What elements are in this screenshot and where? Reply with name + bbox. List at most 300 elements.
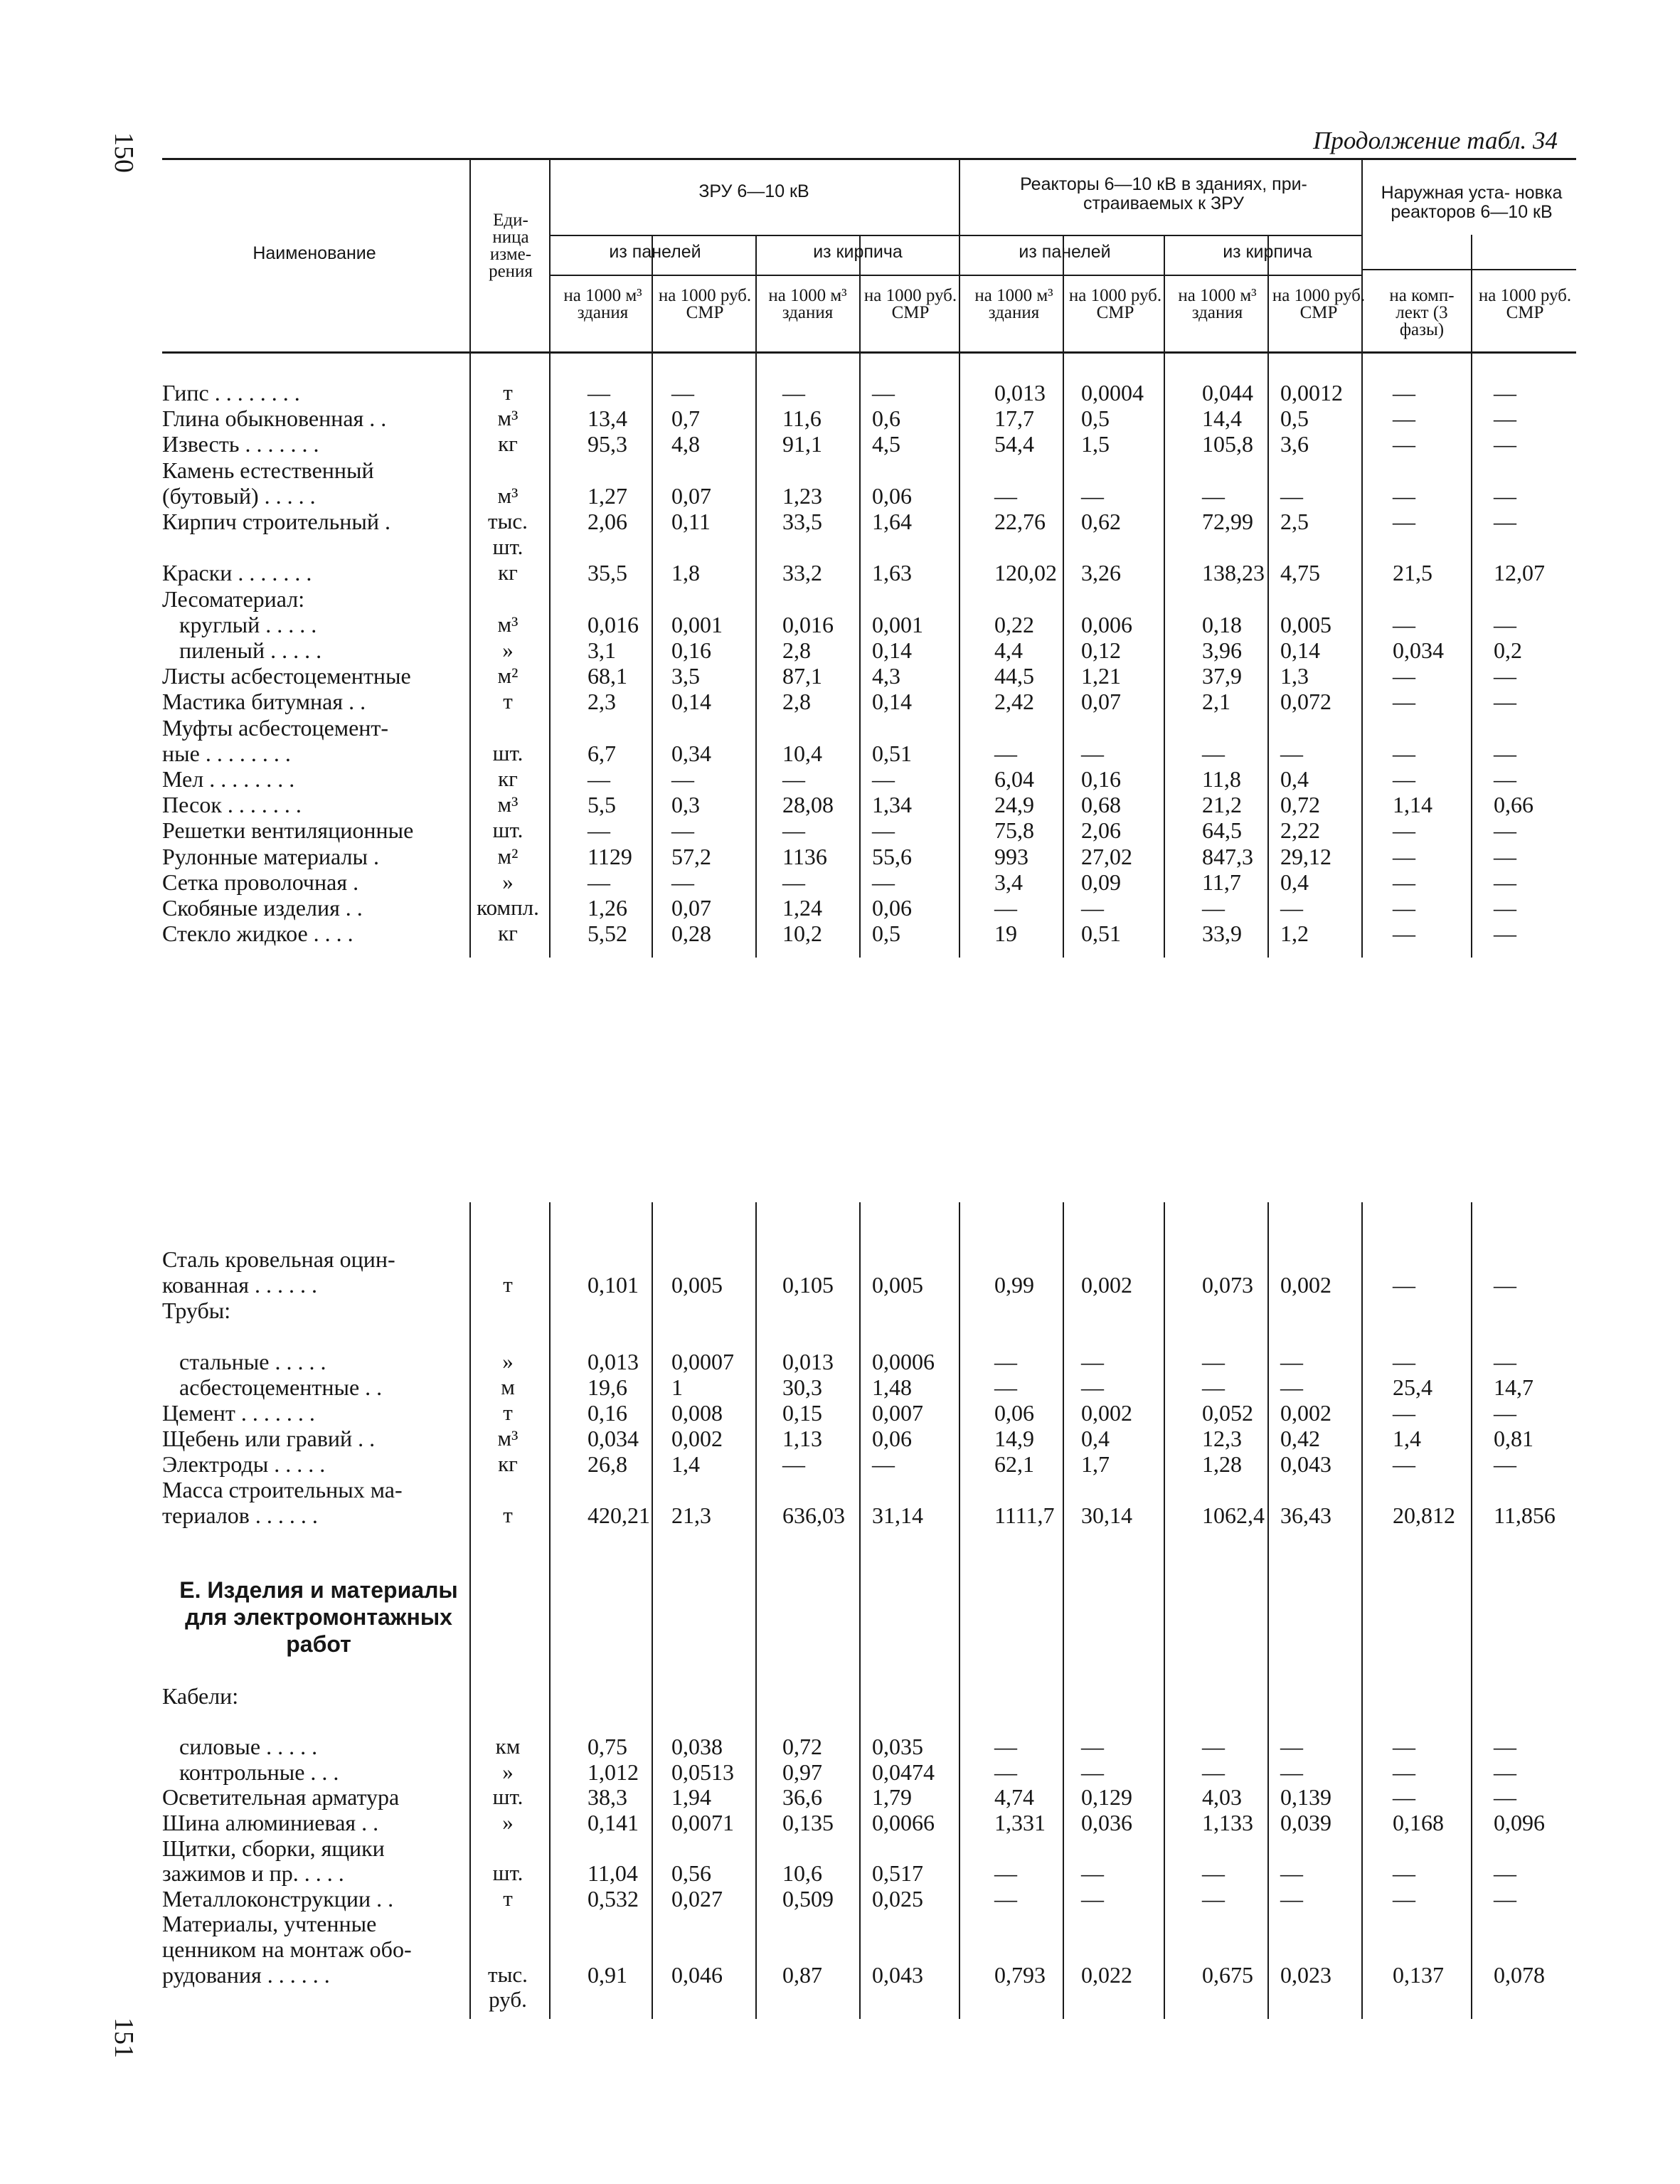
cell-col-2: — (671, 869, 694, 895)
group-divider-1 (469, 158, 471, 958)
cell-col-1: — (588, 817, 610, 844)
row-unit: т (503, 380, 513, 405)
cell-col-4: 0,005 (872, 1272, 923, 1298)
cell-col-10: — (1494, 1759, 1516, 1785)
row-unit: м³ (497, 792, 519, 817)
cell-col-6: 0,62 (1081, 509, 1121, 534)
cell-col-9: — (1393, 895, 1415, 921)
cell-col-8: — (1280, 1374, 1303, 1400)
cell-col-6: 0,002 (1081, 1272, 1132, 1298)
cell-col-10: — (1494, 405, 1516, 432)
cell-col-2: 0,56 (671, 1860, 711, 1887)
cell-col-8: 3,6 (1280, 431, 1309, 457)
cell-col-4: 0,06 (872, 482, 912, 509)
row-unit: шт. (492, 1784, 523, 1810)
cell-col-8: — (1280, 895, 1303, 921)
cell-col-6: 0,07 (1081, 689, 1121, 715)
cell-col-7: — (1202, 740, 1225, 766)
cell-col-3: 1,13 (782, 1426, 822, 1451)
cell-col-9: — (1393, 663, 1415, 689)
cell-col-4: 0,0474 (872, 1759, 935, 1785)
cell-col-9: — (1393, 689, 1415, 715)
cell-col-7: 37,9 (1202, 663, 1242, 689)
row-name: Сталь кровельная оцин- (162, 1246, 395, 1272)
cell-col-7: — (1202, 1860, 1225, 1887)
cell-col-8: 2,5 (1280, 509, 1309, 534)
cell-col-6: 0,5 (1081, 405, 1110, 432)
row-name: ценником на монтаж обо- (162, 1936, 412, 1962)
cell-col-2: 0,001 (671, 611, 723, 637)
row-name: Трубы: (162, 1298, 231, 1323)
cell-col-8: 0,42 (1280, 1426, 1320, 1451)
cell-col-3: — (782, 766, 805, 792)
cell-col-10: 0,2 (1494, 637, 1522, 663)
row-name: Кирпич строительный . (162, 509, 391, 534)
header-bottom-rule (162, 351, 1576, 354)
cell-col-1: 1,26 (588, 895, 627, 921)
cell-col-10: — (1494, 895, 1516, 921)
cell-col-2: 0,28 (671, 921, 711, 947)
cell-col-8: — (1280, 740, 1303, 766)
row-name: асбестоцементные . . (162, 1374, 383, 1400)
cell-col-1: 0,16 (588, 1400, 627, 1426)
cell-col-9: — (1393, 482, 1415, 509)
cell-col-4: 0,14 (872, 637, 912, 663)
cell-col-7: — (1202, 1349, 1225, 1374)
cell-col-7: 64,5 (1202, 817, 1242, 844)
cell-col-10: — (1494, 817, 1516, 844)
row-name: круглый . . . . . (162, 611, 317, 637)
cell-col-6: — (1081, 1349, 1104, 1374)
lower-col-divider-10 (1361, 1202, 1363, 2019)
lower-col-divider-7 (1063, 1202, 1064, 2019)
cell-col-8: 36,43 (1280, 1502, 1331, 1528)
column-header-2: на 1000 руб. СМР (658, 286, 752, 322)
cell-col-1: — (588, 766, 610, 792)
cell-col-2: — (671, 766, 694, 792)
cell-col-5: 1111,7 (994, 1502, 1055, 1528)
cell-col-10: — (1494, 1272, 1516, 1298)
cell-col-1: — (588, 869, 610, 895)
cell-col-5: 0,06 (994, 1400, 1034, 1426)
cell-col-3: — (782, 1451, 805, 1477)
group-divider-4 (1361, 158, 1363, 958)
cell-col-3: 87,1 (782, 663, 822, 689)
row-name: Краски . . . . . . . (162, 560, 312, 586)
cell-col-4: 1,79 (872, 1784, 912, 1811)
cell-col-9: — (1393, 921, 1415, 947)
cell-col-7: 2,1 (1202, 689, 1230, 715)
cell-col-4: — (872, 380, 895, 405)
cell-col-4: 4,5 (872, 431, 900, 457)
row-name: Стекло жидкое . . . . (162, 921, 353, 947)
row-name: Цемент . . . . . . . (162, 1400, 315, 1426)
cell-col-4: 0,06 (872, 895, 912, 921)
cell-col-2: 0,34 (671, 740, 711, 766)
lower-col-divider-2 (549, 1202, 551, 2019)
row-unit: шт. (492, 1860, 523, 1886)
row-name: рудования . . . . . . (162, 1961, 330, 1988)
cell-col-2: 0,005 (671, 1272, 723, 1298)
cell-col-2: 0,11 (671, 509, 711, 534)
cell-col-5: 993 (994, 843, 1028, 869)
cell-col-8: 1,2 (1280, 921, 1309, 947)
cell-col-9: — (1393, 380, 1415, 405)
cell-col-3: 33,5 (782, 509, 822, 534)
cell-col-7: 0,675 (1202, 1961, 1253, 1988)
cell-col-6: 1,5 (1081, 431, 1110, 457)
cell-col-2: 0,008 (671, 1400, 723, 1426)
header-group-zru: ЗРУ 6—10 кВ (698, 181, 809, 201)
row-unit: кг (498, 921, 518, 946)
header-sub-react-brick: из кирпича (1223, 242, 1312, 262)
row-unit: км (495, 1734, 521, 1759)
cell-col-2: 0,16 (671, 637, 711, 663)
cell-col-9: 1,4 (1393, 1426, 1421, 1451)
table-caption: Продолжение табл. 34 (1313, 127, 1558, 154)
cell-col-5: 54,4 (994, 431, 1034, 457)
cell-col-7: 4,03 (1202, 1784, 1242, 1811)
cell-col-10: — (1494, 431, 1516, 457)
cell-col-10: — (1494, 611, 1516, 637)
cell-col-1: 19,6 (588, 1374, 627, 1400)
cell-col-9: — (1393, 869, 1415, 895)
subgroup-bottom-rule (549, 275, 1361, 276)
cell-col-8: 1,3 (1280, 663, 1309, 689)
row-name: Решетки вентиляционные (162, 817, 414, 844)
cell-col-6: — (1081, 1734, 1104, 1760)
cell-col-1: 0,141 (588, 1810, 639, 1835)
row-unit: » (502, 1810, 514, 1835)
cell-col-3: — (782, 817, 805, 844)
lower-col-divider-4 (755, 1202, 757, 2019)
row-unit: кг (498, 1451, 518, 1476)
section-title: Е. Изделия и материалы для электромонтажных работ (179, 1577, 458, 1657)
cell-col-5: 0,013 (994, 380, 1046, 405)
column-header-1: на 1000 м³ здания (563, 286, 642, 322)
cell-col-7: 0,073 (1202, 1272, 1253, 1298)
cell-col-10: 0,096 (1494, 1810, 1545, 1835)
row-name: Масса строительных ма- (162, 1477, 403, 1502)
cell-col-2: 21,3 (671, 1502, 711, 1528)
row-name: Мел . . . . . . . . (162, 766, 295, 792)
cell-col-6: 0,51 (1081, 921, 1121, 947)
column-header-6: на 1000 руб. СМР (1068, 286, 1162, 322)
cell-col-6: 0,002 (1081, 1400, 1132, 1426)
cell-col-10: — (1494, 1734, 1516, 1760)
cell-col-6: 30,14 (1081, 1502, 1132, 1528)
cell-col-5: 6,04 (994, 766, 1034, 792)
cell-col-10: — (1494, 843, 1516, 869)
row-unit: шт. (492, 817, 523, 843)
cell-col-7: 33,9 (1202, 921, 1242, 947)
cell-col-10: — (1494, 1400, 1516, 1426)
cell-col-3: 2,8 (782, 689, 811, 715)
cell-col-10: — (1494, 380, 1516, 405)
cell-col-1: 38,3 (588, 1784, 627, 1811)
cell-col-6: 0,129 (1081, 1784, 1132, 1811)
cell-col-4: 0,6 (872, 405, 900, 432)
row-unit: т (503, 1502, 513, 1527)
group-divider-3 (959, 158, 960, 958)
row-unit: т (503, 1400, 513, 1425)
column-header-10: на 1000 руб. СМР (1478, 286, 1572, 322)
row-name: Известь . . . . . . . (162, 431, 319, 457)
cell-col-1: 1129 (588, 843, 632, 869)
cell-col-3: 636,03 (782, 1502, 845, 1528)
cell-col-6: 0,036 (1081, 1810, 1132, 1835)
cell-col-8: 0,072 (1280, 689, 1331, 715)
row-name: Металлоконструкции . . (162, 1885, 394, 1912)
cell-col-5: — (994, 1885, 1017, 1912)
row-unit: м³ (497, 1426, 519, 1451)
cell-col-4: 31,14 (872, 1502, 923, 1528)
cell-col-7: 72,99 (1202, 509, 1253, 534)
cell-col-7: 105,8 (1202, 431, 1253, 457)
cell-col-7: 11,8 (1202, 766, 1241, 792)
cell-col-3: 28,08 (782, 792, 834, 818)
row-unit: шт. (492, 534, 523, 560)
cell-col-2: 0,3 (671, 792, 700, 818)
cell-col-8: — (1280, 1349, 1303, 1374)
cell-col-3: 1,23 (782, 482, 822, 509)
cell-col-6: 0,006 (1081, 611, 1132, 637)
row-name: Рулонные материалы . (162, 843, 379, 869)
cell-col-8: 0,4 (1280, 766, 1309, 792)
cell-col-7: — (1202, 895, 1225, 921)
col-divider-3 (859, 275, 861, 958)
row-unit: м³ (497, 482, 519, 508)
cell-col-1: 5,52 (588, 921, 627, 947)
cell-col-8: — (1280, 482, 1303, 509)
cell-col-3: 10,4 (782, 740, 822, 766)
cell-col-2: 0,027 (671, 1885, 723, 1912)
cell-col-5: 44,5 (994, 663, 1034, 689)
cell-col-9: — (1393, 740, 1415, 766)
cell-col-2: 0,0071 (671, 1810, 734, 1835)
col-divider-1 (652, 275, 653, 958)
header-sub-react-panels: из панелей (1019, 242, 1111, 262)
cell-col-10: — (1494, 766, 1516, 792)
row-name: Щебень или гравий . . (162, 1426, 376, 1451)
cell-col-9: — (1393, 431, 1415, 457)
column-header-9: на комп- лект (3 фазы) (1389, 286, 1455, 339)
cell-col-9: — (1393, 843, 1415, 869)
row-unit: » (502, 1349, 514, 1374)
cell-col-7: 11,7 (1202, 869, 1241, 895)
group-divider-2 (549, 158, 551, 958)
row-unit: » (502, 637, 514, 662)
column-header-8: на 1000 руб. СМР (1272, 286, 1366, 322)
cell-col-1: 95,3 (588, 431, 627, 457)
row-name: силовые . . . . . (162, 1734, 318, 1760)
row-unit: кг (498, 560, 518, 585)
cell-col-9: — (1393, 611, 1415, 637)
cell-col-6: — (1081, 740, 1104, 766)
cell-col-4: 55,6 (872, 843, 912, 869)
cell-col-9: 20,812 (1393, 1502, 1455, 1528)
cell-col-6: — (1081, 1759, 1104, 1785)
cell-col-10: — (1494, 1349, 1516, 1374)
cell-col-7: — (1202, 482, 1225, 509)
cell-col-7: 14,4 (1202, 405, 1242, 432)
cell-col-2: 0,038 (671, 1734, 723, 1760)
cell-col-3: 1,24 (782, 895, 822, 921)
cell-col-6: — (1081, 895, 1104, 921)
row-name: Камень естественный (162, 457, 374, 483)
col-divider-6 (1267, 275, 1269, 958)
cell-col-9: — (1393, 1734, 1415, 1760)
cell-col-3: 0,72 (782, 1734, 822, 1760)
cell-col-9: — (1393, 1759, 1415, 1785)
row-name: контрольные . . . (162, 1759, 339, 1785)
cell-col-5: 17,7 (994, 405, 1034, 432)
cell-col-5: 14,9 (994, 1426, 1034, 1451)
cell-col-5: 0,22 (994, 611, 1034, 637)
cell-col-9: — (1393, 1451, 1415, 1477)
cell-col-7: 3,96 (1202, 637, 1242, 663)
cell-col-4: — (872, 766, 895, 792)
cell-col-1: 420,21 (588, 1502, 650, 1528)
cell-col-8: 0,039 (1280, 1810, 1331, 1835)
cell-col-6: — (1081, 1860, 1104, 1887)
cell-col-5: — (994, 895, 1017, 921)
cell-col-4: 0,14 (872, 689, 912, 715)
cell-col-6: — (1081, 1374, 1104, 1400)
subgroup-divider-2 (755, 235, 757, 275)
cell-col-3: 2,8 (782, 637, 811, 663)
lower-col-divider-11 (1471, 1202, 1472, 2019)
cell-col-10: — (1494, 482, 1516, 509)
cell-col-6: 0,12 (1081, 637, 1121, 663)
cell-col-4: 0,51 (872, 740, 912, 766)
cell-col-8: 0,002 (1280, 1400, 1331, 1426)
cell-col-8: — (1280, 1885, 1303, 1912)
cell-col-3: 0,016 (782, 611, 834, 637)
cell-col-1: 0,013 (588, 1349, 639, 1374)
header-name: Наименование (252, 243, 376, 263)
cell-col-6: — (1081, 1885, 1104, 1912)
cell-col-3: 0,87 (782, 1961, 822, 1988)
row-name: Песок . . . . . . . (162, 792, 302, 818)
cell-col-5: 1,331 (994, 1810, 1046, 1835)
cell-col-4: 0,0066 (872, 1810, 935, 1835)
cell-col-1: 0,532 (588, 1885, 639, 1912)
row-name: пиленый . . . . . (162, 637, 322, 663)
cell-col-10: — (1494, 1451, 1516, 1477)
cell-col-1: 5,5 (588, 792, 616, 818)
cell-col-7: 1,28 (1202, 1451, 1242, 1477)
cell-col-10: — (1494, 663, 1516, 689)
cell-col-10: — (1494, 869, 1516, 895)
row-name: Лесоматериал: (162, 585, 305, 612)
header-sub-zru-brick: из кирпича (813, 242, 903, 262)
cell-col-10: — (1494, 1885, 1516, 1912)
cell-col-3: 1136 (782, 843, 827, 869)
cell-col-5: 24,9 (994, 792, 1034, 818)
cell-col-2: 1,4 (671, 1451, 700, 1477)
cell-col-5: — (994, 1349, 1017, 1374)
cell-col-10: 0,81 (1494, 1426, 1533, 1451)
table-top-rule (162, 158, 1576, 160)
cell-col-1: 0,016 (588, 611, 639, 637)
cell-col-8: 4,75 (1280, 560, 1320, 586)
cell-col-10: — (1494, 1860, 1516, 1887)
lower-col-divider-3 (652, 1202, 653, 2019)
cell-col-4: — (872, 869, 895, 895)
cell-col-7: 21,2 (1202, 792, 1242, 818)
cell-col-7: — (1202, 1734, 1225, 1760)
cell-col-9: — (1393, 405, 1415, 432)
cell-col-8: 0,023 (1280, 1961, 1331, 1988)
cell-col-9: 21,5 (1393, 560, 1432, 586)
row-name: Осветительная арматура (162, 1784, 400, 1811)
cell-col-9: 1,14 (1393, 792, 1432, 818)
cell-col-5: — (994, 1374, 1017, 1400)
row-name: Электроды . . . . . (162, 1451, 326, 1477)
cell-col-5: 0,99 (994, 1272, 1034, 1298)
cell-col-7: — (1202, 1759, 1225, 1785)
cell-col-9: — (1393, 1349, 1415, 1374)
cell-col-9: — (1393, 1784, 1415, 1811)
column-header-3: на 1000 м³ здания (768, 286, 847, 322)
cell-col-9: — (1393, 1885, 1415, 1912)
cell-col-10: 11,856 (1494, 1502, 1556, 1528)
cell-col-8: 0,5 (1280, 405, 1309, 432)
col-divider-7 (1471, 275, 1472, 958)
cell-col-1: 11,04 (588, 1860, 638, 1887)
row-unit: м² (497, 843, 519, 869)
cell-col-5: 62,1 (994, 1451, 1034, 1477)
row-name: зажимов и пр. . . . . (162, 1860, 344, 1887)
cell-col-4: 0,025 (872, 1885, 923, 1912)
cell-col-4: — (872, 1451, 895, 1477)
cell-col-5: — (994, 1759, 1017, 1785)
cell-col-2: 0,7 (671, 405, 700, 432)
col-divider-5 (1164, 275, 1165, 958)
cell-col-4: 0,5 (872, 921, 900, 947)
cell-col-9: — (1393, 1860, 1415, 1887)
row-unit: шт. (492, 740, 523, 765)
cell-col-4: 4,3 (872, 663, 900, 689)
cell-col-1: 0,101 (588, 1272, 639, 1298)
cell-col-1: 68,1 (588, 663, 627, 689)
cell-col-10: — (1494, 1784, 1516, 1811)
cell-col-8: 0,14 (1280, 637, 1320, 663)
cell-col-5: 0,793 (994, 1961, 1046, 1988)
cell-col-10: — (1494, 740, 1516, 766)
cell-col-3: 91,1 (782, 431, 822, 457)
row-unit: м³ (497, 611, 519, 637)
col-divider-2 (755, 275, 757, 958)
cell-col-1: — (588, 380, 610, 405)
cell-col-1: 6,7 (588, 740, 616, 766)
cell-col-5: 4,4 (994, 637, 1023, 663)
cell-col-1: 1,012 (588, 1759, 639, 1785)
column-header-4: на 1000 руб. СМР (863, 286, 957, 322)
cell-col-2: 4,8 (671, 431, 700, 457)
row-name: (бутовый) . . . . . (162, 482, 316, 509)
row-unit: т (503, 1272, 513, 1297)
cell-col-5: — (994, 740, 1017, 766)
cell-col-3: 10,6 (782, 1860, 822, 1887)
cell-col-4: 1,63 (872, 560, 912, 586)
cell-col-6: 1,7 (1081, 1451, 1110, 1477)
cell-col-6: 1,21 (1081, 663, 1121, 689)
cell-col-7: — (1202, 1885, 1225, 1912)
row-name: Листы асбестоцементные (162, 663, 411, 689)
row-name: териалов . . . . . . (162, 1502, 318, 1528)
